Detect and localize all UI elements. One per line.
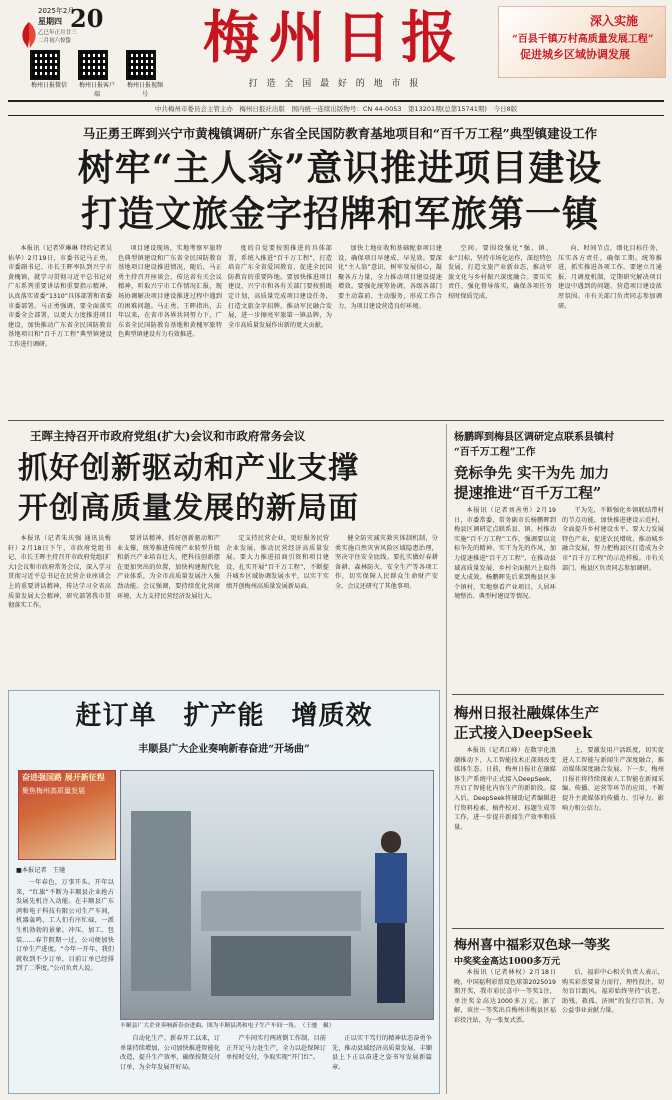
- second-col-1: 本报讯（记者朱庆强 通讯员梅轩）2月18日下午，市政府党组书记、市长王晖主持召开市政府党组(扩大)会议和市政府常务会议，深入学习贯彻习近平总书记在民营企业座谈会上的重要讲话精神，传达学习全省高质量发展大会精神，研究部署我市贯彻落实工作。: [8, 535, 111, 610]
- deepseek-title-line-1: 梅州日报社融媒体生产: [454, 705, 599, 722]
- section-divider: [452, 928, 664, 929]
- date-panel: [8, 6, 158, 46]
- newspaper-logo-icon: [18, 20, 40, 50]
- second-col-3: 定支持民营企业，更好服务民营企业发展，推动民营经济高质量发展。要大力推进招商引资和项目建设，扎实开展“百千万工程”，不断提升城乡区域协调发展水平，以实干实绩开创梅州高质量发展新局面。: [226, 535, 329, 590]
- feature-badge-line-1: 奋进强国路 展开新征程: [22, 772, 105, 782]
- lead-title-line-1: 树牢“主人翁”意识推进项目建设: [77, 147, 603, 189]
- right-col-2: 干为先，不断强化乡镇联结带村的节点功能，加快推进建设示范村，全面提升乡村建设水平。要大力发展特色产业，促进农民增收，推动城乡融合发展，努力把梅县区打造成为全市“百千万工程”的示范样板。市有关部门、梅县区负责同志参加调研。: [562, 507, 664, 572]
- right-subtitle-1: 杨鹏晖到梅县区调研定点联系县镇村: [454, 432, 614, 443]
- newspaper-slogan: 打 造 全 国 最 好 的 地 市 报: [248, 79, 422, 89]
- qr-app[interactable]: 梅州日报客户端: [78, 50, 116, 98]
- second-col-4: 健全防灾减灾救灾体制机制，分类实施自然灾害风险区域隐患治理，坚决守住安全底线。要扎实做好春耕备耕、森林防火、安全生产等各项工作，切实保障人民群众生命财产安全。会议还研究了其他事项。: [335, 535, 438, 590]
- lead-col-5: 空间。要围绕强化“强、镇、业”目标，坚持市场化运作，深挖特色发展，打造文旅产业新业态，推动军旅文化与乡村振兴深度融合。要压实责任，强化督导落实，确保各项任务按时保质完成。: [448, 245, 552, 300]
- masthead-rule: [8, 100, 664, 102]
- qr-code-icon: [78, 50, 108, 80]
- lead-col-1: 本报讯（记者罗琳琳 特约记者吴佑华）2月19日，市委书记马正勇，市委副书记、市长王晖率队到兴宁市黄槐镇，就学习贯彻习近平总书记对广东系列重要讲话和重要指示精神，认真落实省委“1310”具体部署和省委市委部署。马正勇强调，要全面落实市委全会部署，以更大力度推进项目建设，加快推动广东省全民国防教育基地项目和“百千万工程”典型镇建设工作进行调研。: [8, 245, 112, 348]
- second-title-line-1: 抓好创新驱动和产业支撑: [18, 451, 359, 486]
- lottery-subtitle: 中奖奖金高达1000多万元: [454, 957, 561, 967]
- lead-col-3: 度的自觉要按照推进的具体部署，系统入推进“百千万工程”，打造培育广东全省爱国教育、促进全民国防教育的重要阵地。要加快推进项目建设，兴宁市和各有关部门要按照既定计划，高质量完成项目建设任务，打造文旅金字招牌，推动军民融合发展，进一步擦亮军旅第一镇品牌，为全市高质量发展作出新的更大贡献。: [228, 245, 332, 329]
- masthead-rule-2: [8, 115, 664, 116]
- column-divider: [446, 424, 447, 1094]
- qr-video[interactable]: 梅州日报视频号: [126, 50, 164, 98]
- promo-line-2: “百县千镇万村高质量发展工程”: [512, 34, 654, 45]
- feature-badge-line-2: 聚焦梅州高质量发展: [22, 787, 85, 795]
- worker-body-shape: [375, 853, 407, 923]
- qr-group: [30, 50, 164, 98]
- machine-shape: [131, 811, 191, 991]
- feature-caption: 丰顺县广大企业奏响新春奋进曲。图为丰顺县鸿和电子生产车间一角。 （王驰 摄）: [120, 1023, 335, 1029]
- feature-author: ■本报记者 王驰: [16, 867, 66, 874]
- right-body: [454, 506, 664, 692]
- deepseek-col-1: 本报讯（记者江峰）在数字化浪潮推动下，人工智能技术正深刻改变媒体生态。日前，梅州日报社在融媒体生产系统中正式接入DeepSeek，开启了智能化内容生产的新阶段。接入后，DeepSeek将辅助记者编辑进行资料检索、稿件校对、标题生成等工作，进一步提升新闻生产效率和质量。: [454, 747, 556, 831]
- feature-col-4: 正以实干笃行的精神状态奋勇争先，推动县域经济高质量发展，丰顺县上下正以奋进之姿书写发展新篇章。: [332, 1035, 432, 1071]
- section-divider: [452, 694, 664, 695]
- second-subtitle: 王晖主持召开市政府党组(扩大)会议和市政府常务会议: [30, 429, 306, 443]
- second-col-2: 要讲话精神，抓好创新驱动和产业支撑，统筹推进传统产业转型升级和新兴产业培育壮大，把科技创新摆在更加突出的位置，加快构建现代化产业体系，为全市高质量发展注入强劲动能。会议强调，要持续优化营商环境，大力支持民营经济发展壮大。: [117, 535, 220, 600]
- lunar-date: 乙巳年正月廿三: [38, 30, 77, 36]
- newspaper-title: 梅州日报: [203, 5, 467, 71]
- qr-code-icon: [126, 50, 156, 80]
- second-body: [8, 534, 440, 684]
- lottery-title: 梅州喜中福彩双色球一等奖: [454, 938, 611, 953]
- lead-col-4: 加快土地征收和基础配套项目建设，确保项目早建成、早见效。要深化“主人翁”意识，树牢发展信心，凝聚各方力量，全力推动项目建设提速增效。要强化统筹协调，各级各部门要主动靠前、主动服务，形成工作合力，为项目建设营造良好环境。: [338, 245, 442, 310]
- feature-badge-graphic: [18, 770, 116, 860]
- feature-col-3: 产车间实行两班倒工作制，目前正开足马力赶生产，全力以赴保障订单按时交付，争取实现“开门红”。: [226, 1035, 326, 1062]
- lead-col-6: 向、时间节点，细化目标任务，压实各方责任，确保工期。统筹推进，抓实推进各项工作。要建立月通报、月调度机制，定期研究解决项目建设中遇到的问题，营造项目建设浓厚氛围。市有关部门负责同志参加调研。: [558, 245, 662, 310]
- deepseek-title-line-2: 正式接入DeepSeek: [454, 725, 593, 742]
- section-divider: [8, 420, 664, 421]
- lead-subtitle: 马正勇王晖到兴宁市黄槐镇调研广东省全民国防教育基地项目和“百千万工程”典型镇建设工作: [82, 126, 598, 141]
- worker-legs-shape: [377, 923, 405, 1003]
- right-subtitle-2: “百千万工程”工作: [454, 447, 536, 458]
- weekday: 星期四: [38, 17, 62, 26]
- promo-line-3: 促进城乡区域协调发展: [520, 48, 630, 61]
- promo-line-1: 深入实施: [590, 14, 639, 28]
- lead-col-2: 项目建设现场，实地考察军旅特色典型镇建设和广东省全民国防教育基地项目建设推进情况，随后，马正勇主持召开座谈会，传达省有关会议精神，听取兴宁市工作情况汇报，现场协调解决项目建设推进过程中遇到的困难问题。马正勇、王晖指出，去年以来，在省市各界共同努力下，广东省全民国防教育基地和黄槐军旅特色典型镇建设有力有效推进。: [118, 245, 222, 339]
- feature-photo: [120, 770, 434, 1020]
- date-day: 20: [70, 4, 104, 33]
- feature-subtitle: 丰顺县广大企业奏响新春奋进“开场曲”: [138, 744, 310, 755]
- publication-info: 中共梅州市委员会主管主办 梅州日报社出版 国内统一连续出版物号：CN 44-0053 第13201期(总第15741期) 今日8版: [154, 105, 518, 113]
- qr-wechat[interactable]: 梅州日报微信: [30, 50, 68, 98]
- lottery-col-2: 后，福彩中心相关负责人表示，购买彩票要量力而行，理性投注，切勿盲目跟风。福彩始终坚持“扶老、助残、救孤、济困”的发行宗旨，为公益事业贡献力量。: [562, 969, 664, 1015]
- lottery-col-1: 本报讯（记者林权）2月18日晚，中国福利彩票双色球第2025019期开奖，我市彩民喜中一等奖1注，单注奖金高达1000多万元。据了解，该注一等奖出自梅州市梅县区福彩投注站，为一张复式票。: [454, 969, 556, 1024]
- machine-shape: [201, 891, 361, 931]
- feature-col-2: 自动化生产。新春开工以来，订单量持续增加，公司加快推进智能化改造，提升生产效率，确保按期交付订单，为全年发展开好局。: [120, 1035, 220, 1071]
- feature-title: 赶订单 扩产能 增质效: [75, 701, 373, 731]
- lottery-body: [454, 968, 664, 1090]
- machine-shape: [211, 936, 351, 996]
- second-title-line-2: 开创高质量发展的新局面: [18, 491, 359, 526]
- right-title-line-2: 提速推进“百千万工程”: [454, 485, 602, 502]
- right-title-line-1: 竞标争先 实干为先 加力: [454, 465, 610, 482]
- lead-title-line-2: 打造文旅金字招牌和军旅第一镇: [80, 193, 599, 235]
- right-col-1: 本报讯（记者刘善勇）2月19日，市委常委、常务副市长杨鹏晖到梅县区调研定点联系县、镇、村推动实施“百千万工程”工作，强调要以竞标争先的精神、实干为先的作风，加力提速推进“百千万工程”，在推动县域高质量发展、乡村全面振兴上取得更大成效。杨鹏晖先后来到梅县区多个镇村，实地察看产业项目、人居环境整治、典型村建设等情况。: [454, 507, 556, 601]
- lead-body: [8, 244, 664, 414]
- worker-head-shape: [381, 831, 401, 853]
- deepseek-col-2: 上，要激发用户活跃度，切实促进人工智能与新闻生产深度融合，推动媒体深度融合发展。下一步，梅州日报社将持续探索人工智能在新闻采编、传播、运营等环节的应用，不断提升主流媒体的传播力、引导力、影响力和公信力。: [562, 747, 664, 812]
- deepseek-body: [454, 746, 664, 922]
- qr-code-icon: [30, 50, 60, 80]
- solar-term: 二月初六惊蛰: [38, 38, 72, 44]
- date-year-month: 2025年2月: [38, 7, 75, 15]
- feature-col-1: 一年春色，万事开头。开年以来，“红旗”不断为丰顺县企业抢占发展先机注入动能。在丰顺县广东鸿和电子科技有限公司生产车间，机器轰鸣、工人们有序忙碌，一派生机勃勃的景象。冲压、加工、包装……春节假期一过，公司便加快订单生产进度。“今年一开年，我们就收到不少订单，目前订单已经排到了二季度。”公司负责人说。: [16, 879, 114, 973]
- feature-body: [120, 1034, 434, 1090]
